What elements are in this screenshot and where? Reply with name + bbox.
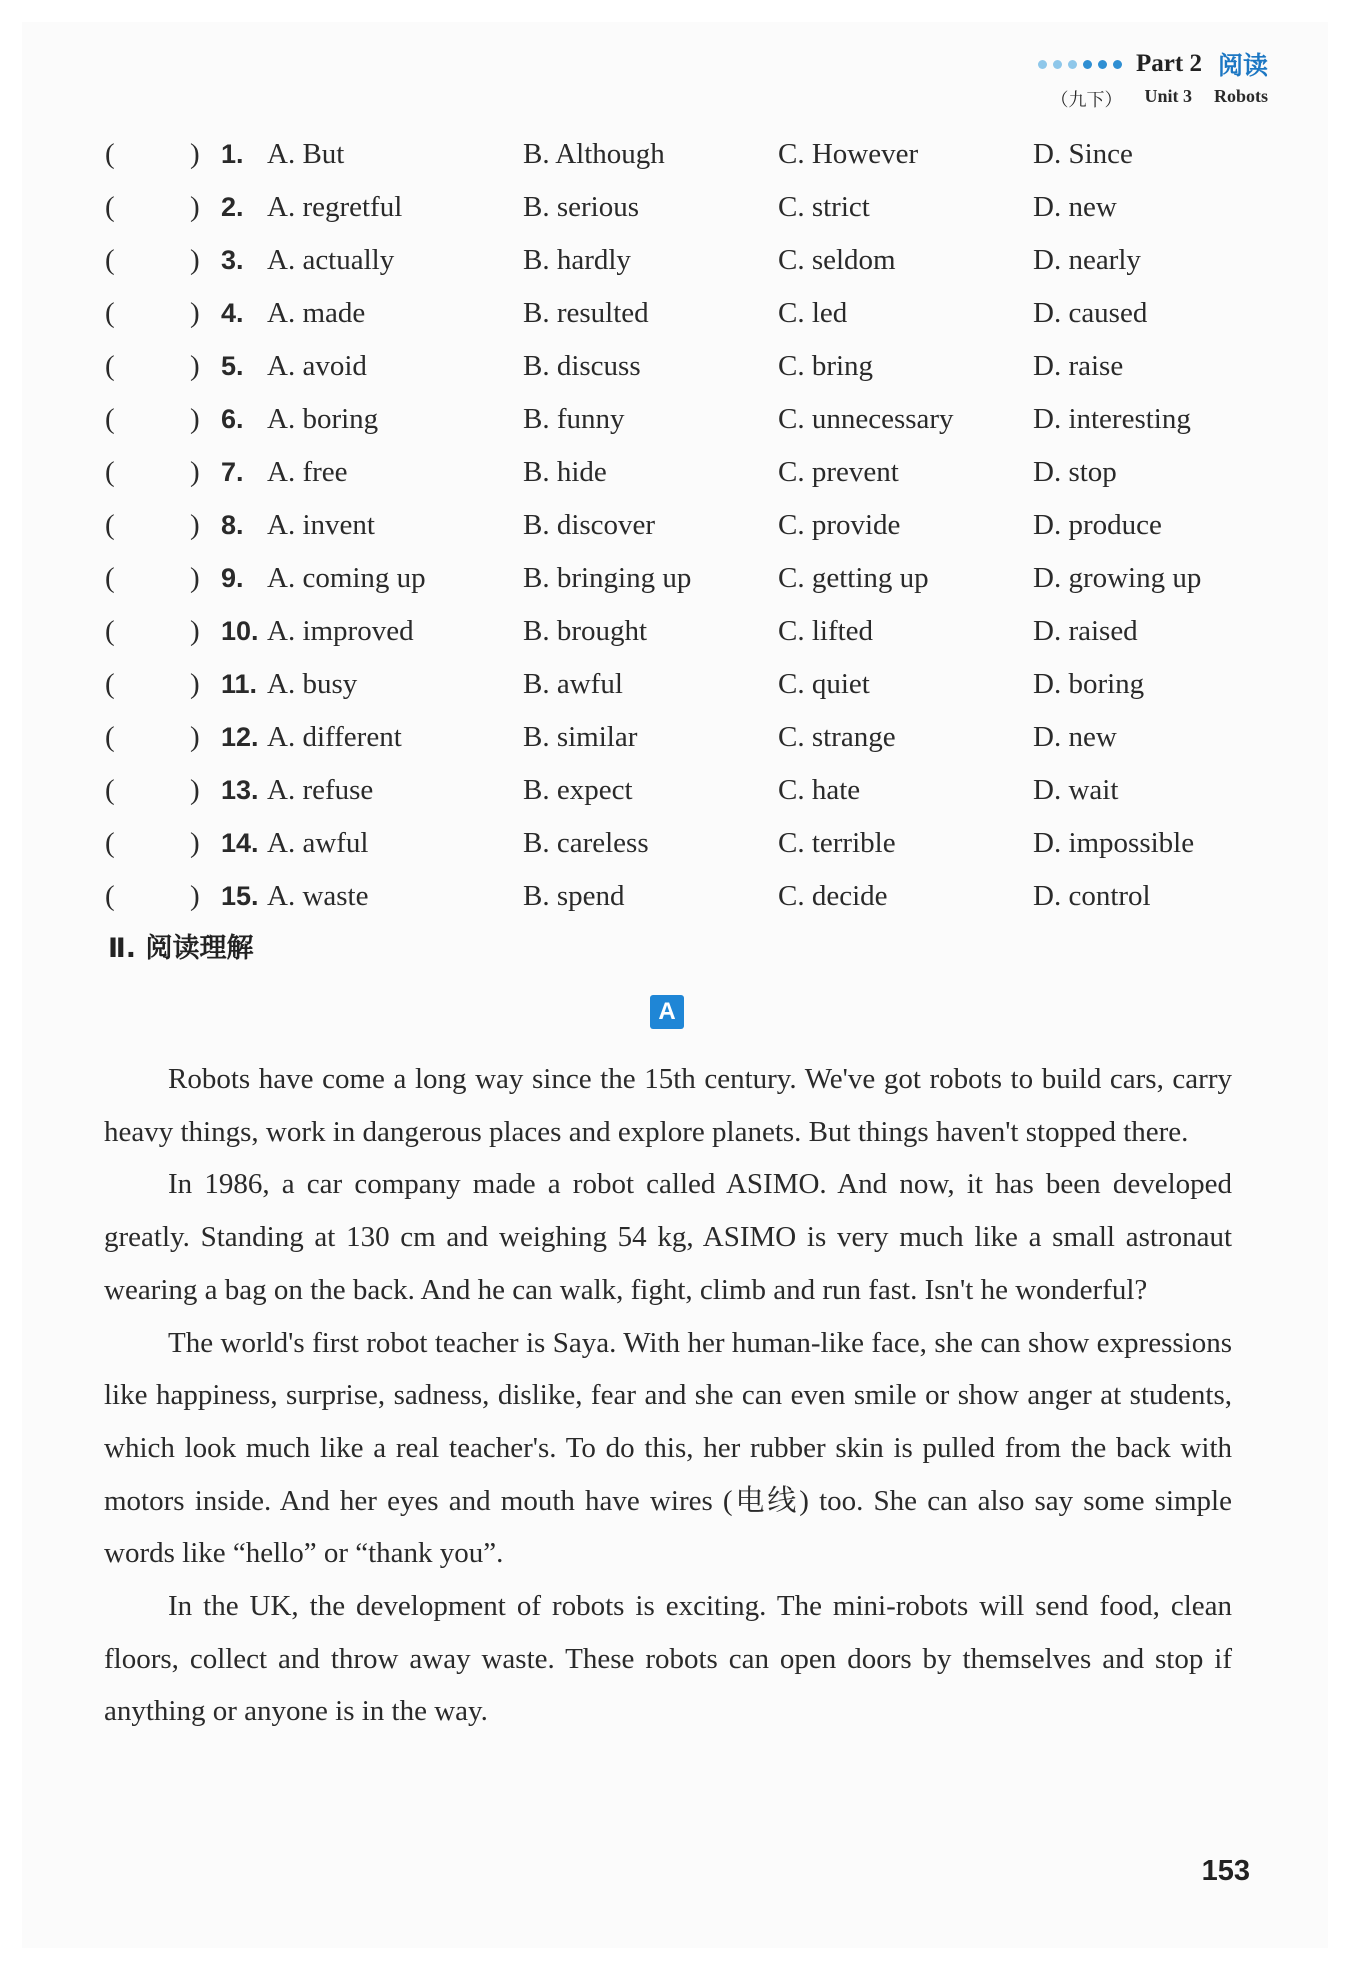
question-number: 9. bbox=[221, 563, 244, 593]
option-c: C. lifted bbox=[778, 615, 874, 647]
option-d: D. nearly bbox=[1033, 244, 1141, 276]
question-row bbox=[105, 340, 1255, 393]
question-number: 10. bbox=[221, 616, 259, 646]
answer-paren-open[interactable]: ( bbox=[105, 244, 115, 276]
question-number: 14. bbox=[221, 828, 259, 858]
question-row bbox=[105, 128, 1255, 181]
passage-label-badge: A bbox=[650, 995, 684, 1029]
option-b: B. careless bbox=[523, 827, 649, 859]
option-d: D. raised bbox=[1033, 615, 1138, 647]
answer-paren-open[interactable]: ( bbox=[105, 827, 115, 859]
option-a: A. But bbox=[267, 138, 345, 170]
question-number: 3. bbox=[221, 245, 244, 275]
question-number: 2. bbox=[221, 192, 244, 222]
question-number: 8. bbox=[221, 510, 244, 540]
option-a: A. free bbox=[267, 456, 348, 488]
answer-paren-close: ) bbox=[190, 721, 200, 753]
page-number: 153 bbox=[1201, 1855, 1250, 1887]
option-c: C. strange bbox=[778, 721, 896, 753]
question-row bbox=[105, 234, 1255, 287]
question-number: 6. bbox=[221, 404, 244, 434]
answer-paren-close: ) bbox=[190, 244, 200, 276]
option-a: A. busy bbox=[267, 668, 358, 700]
answer-paren-open[interactable]: ( bbox=[105, 138, 115, 170]
option-c: C. However bbox=[778, 138, 919, 170]
question-number: 12. bbox=[221, 722, 259, 752]
option-d: D. Since bbox=[1033, 138, 1133, 170]
answer-paren-open[interactable]: ( bbox=[105, 615, 115, 647]
answer-paren-open[interactable]: ( bbox=[105, 509, 115, 541]
answer-paren-close: ) bbox=[190, 880, 200, 912]
question-row bbox=[105, 711, 1255, 764]
answer-paren-open[interactable]: ( bbox=[105, 562, 115, 594]
header-unit: Unit 3 bbox=[1144, 86, 1192, 106]
option-b: B. hide bbox=[523, 456, 607, 488]
option-c: C. quiet bbox=[778, 668, 870, 700]
answer-paren-open[interactable]: ( bbox=[105, 403, 115, 435]
page-header bbox=[1038, 46, 1268, 112]
option-b: B. resulted bbox=[523, 297, 649, 329]
answer-paren-open[interactable]: ( bbox=[105, 721, 115, 753]
option-d: D. interesting bbox=[1033, 403, 1191, 435]
option-d: D. new bbox=[1033, 721, 1117, 753]
header-grade: （九下） bbox=[1050, 90, 1123, 111]
answer-paren-open[interactable]: ( bbox=[105, 191, 115, 223]
question-row bbox=[105, 817, 1255, 870]
question-row bbox=[105, 287, 1255, 340]
option-b: B. brought bbox=[523, 615, 648, 647]
question-row bbox=[105, 499, 1255, 552]
option-b: B. spend bbox=[523, 880, 625, 912]
question-number: 1. bbox=[221, 139, 244, 169]
question-row bbox=[105, 446, 1255, 499]
option-c: C. terrible bbox=[778, 827, 896, 859]
choice-question-list bbox=[105, 128, 1255, 923]
header-section: 阅读 bbox=[1217, 51, 1268, 80]
option-a: A. actually bbox=[267, 244, 395, 276]
option-c: C. getting up bbox=[778, 562, 929, 594]
answer-paren-open[interactable]: ( bbox=[105, 774, 115, 806]
answer-paren-close: ) bbox=[190, 138, 200, 170]
option-c: C. decide bbox=[778, 880, 888, 912]
answer-paren-close: ) bbox=[190, 456, 200, 488]
answer-paren-close: ) bbox=[190, 774, 200, 806]
option-c: C. strict bbox=[778, 191, 870, 223]
option-c: C. seldom bbox=[778, 244, 896, 276]
option-a: A. coming up bbox=[267, 562, 426, 594]
option-a: A. refuse bbox=[267, 774, 374, 806]
question-number: 4. bbox=[221, 298, 244, 328]
option-b: B. discuss bbox=[523, 350, 641, 382]
option-c: C. led bbox=[778, 297, 848, 329]
option-d: D. produce bbox=[1033, 509, 1162, 541]
option-a: A. regretful bbox=[267, 191, 403, 223]
question-row bbox=[105, 181, 1255, 234]
option-d: D. control bbox=[1033, 880, 1151, 912]
reading-passage bbox=[104, 1053, 1232, 1738]
question-number: 13. bbox=[221, 775, 259, 805]
answer-paren-open[interactable]: ( bbox=[105, 350, 115, 382]
option-b: B. expect bbox=[523, 774, 633, 806]
answer-paren-close: ) bbox=[190, 827, 200, 859]
option-b: B. hardly bbox=[523, 244, 631, 276]
option-d: D. raise bbox=[1033, 350, 1124, 382]
answer-paren-close: ) bbox=[190, 191, 200, 223]
question-row bbox=[105, 393, 1255, 446]
option-a: A. avoid bbox=[267, 350, 367, 382]
option-a: A. awful bbox=[267, 827, 369, 859]
answer-paren-open[interactable]: ( bbox=[105, 880, 115, 912]
option-c: C. unnecessary bbox=[778, 403, 954, 435]
option-a: A. boring bbox=[267, 403, 379, 435]
answer-paren-close: ) bbox=[190, 509, 200, 541]
option-d: D. impossible bbox=[1033, 827, 1195, 859]
answer-paren-close: ) bbox=[190, 615, 200, 647]
question-number: 15. bbox=[221, 881, 259, 911]
question-row bbox=[105, 658, 1255, 711]
passage-paragraph: In 1986, a car company made a robot called ASIMO. And now, it has been developed greatly. Standing at 130 cm and weighing 54 kg, ASIMO is very much like a small astronaut wearing a bag on the back. And he can walk, fight, climb and run fast. Isn't he wonderful? bbox=[104, 1168, 1232, 1306]
option-a: A. invent bbox=[267, 509, 375, 541]
question-row bbox=[105, 552, 1255, 605]
option-c: C. prevent bbox=[778, 456, 899, 488]
decorative-dots-icon bbox=[1038, 60, 1122, 69]
header-line-1 bbox=[1038, 46, 1268, 82]
option-b: B. serious bbox=[523, 191, 639, 223]
question-number: 7. bbox=[221, 457, 244, 487]
section-title: Ⅱ. 阅读理解 bbox=[108, 933, 254, 964]
option-c: C. hate bbox=[778, 774, 861, 806]
header-part: Part 2 bbox=[1136, 50, 1202, 77]
header-line-2 bbox=[1038, 86, 1268, 112]
passage-paragraph: In the UK, the development of robots is exciting. The mini-robots will send food, clean floors, collect and throw away waste. These robots can open doors by themselves and stop if anything or anyone is in the way. bbox=[104, 1590, 1232, 1728]
question-row bbox=[105, 605, 1255, 658]
option-c: C. provide bbox=[778, 509, 901, 541]
answer-paren-close: ) bbox=[190, 668, 200, 700]
option-d: D. growing up bbox=[1033, 562, 1202, 594]
passage-paragraph: Robots have come a long way since the 15th century. We've got robots to build cars, carry heavy things, work in dangerous places and explore planets. But things haven't stopped there. bbox=[104, 1063, 1232, 1148]
header-topic: Robots bbox=[1213, 86, 1268, 106]
answer-paren-close: ) bbox=[190, 350, 200, 382]
option-c: C. bring bbox=[778, 350, 874, 382]
question-number: 11. bbox=[221, 669, 258, 699]
passage-paragraph: The world's first robot teacher is Saya. With her human-like face, she can show expressions like happiness, surprise, sadness, dislike, fear and she can even smile or show anger at students, which look much like a real teacher's. To do this, her rubber skin is pulled from the back with motors inside. And her eyes and mouth have wires (电线) too. She can also say some simple words like “hello” or “thank you”. bbox=[104, 1326, 1232, 1570]
option-a: A. improved bbox=[267, 615, 414, 647]
option-b: B. discover bbox=[523, 509, 656, 541]
option-d: D. boring bbox=[1033, 668, 1145, 700]
option-a: A. made bbox=[267, 297, 366, 329]
question-number: 5. bbox=[221, 351, 244, 381]
answer-paren-open[interactable]: ( bbox=[105, 297, 115, 329]
option-b: B. awful bbox=[523, 668, 623, 700]
answer-paren-close: ) bbox=[190, 403, 200, 435]
answer-paren-open[interactable]: ( bbox=[105, 456, 115, 488]
option-b: B. bringing up bbox=[523, 562, 692, 594]
option-b: B. similar bbox=[523, 721, 638, 753]
option-b: B. funny bbox=[523, 403, 625, 435]
option-d: D. stop bbox=[1033, 456, 1117, 488]
answer-paren-open[interactable]: ( bbox=[105, 668, 115, 700]
option-b: B. Although bbox=[523, 138, 665, 170]
answer-paren-close: ) bbox=[190, 562, 200, 594]
option-d: D. new bbox=[1033, 191, 1117, 223]
question-row bbox=[105, 870, 1255, 923]
question-row bbox=[105, 764, 1255, 817]
option-d: D. wait bbox=[1033, 774, 1119, 806]
option-a: A. waste bbox=[267, 880, 369, 912]
answer-paren-close: ) bbox=[190, 297, 200, 329]
option-d: D. caused bbox=[1033, 297, 1148, 329]
option-a: A. different bbox=[267, 721, 402, 753]
